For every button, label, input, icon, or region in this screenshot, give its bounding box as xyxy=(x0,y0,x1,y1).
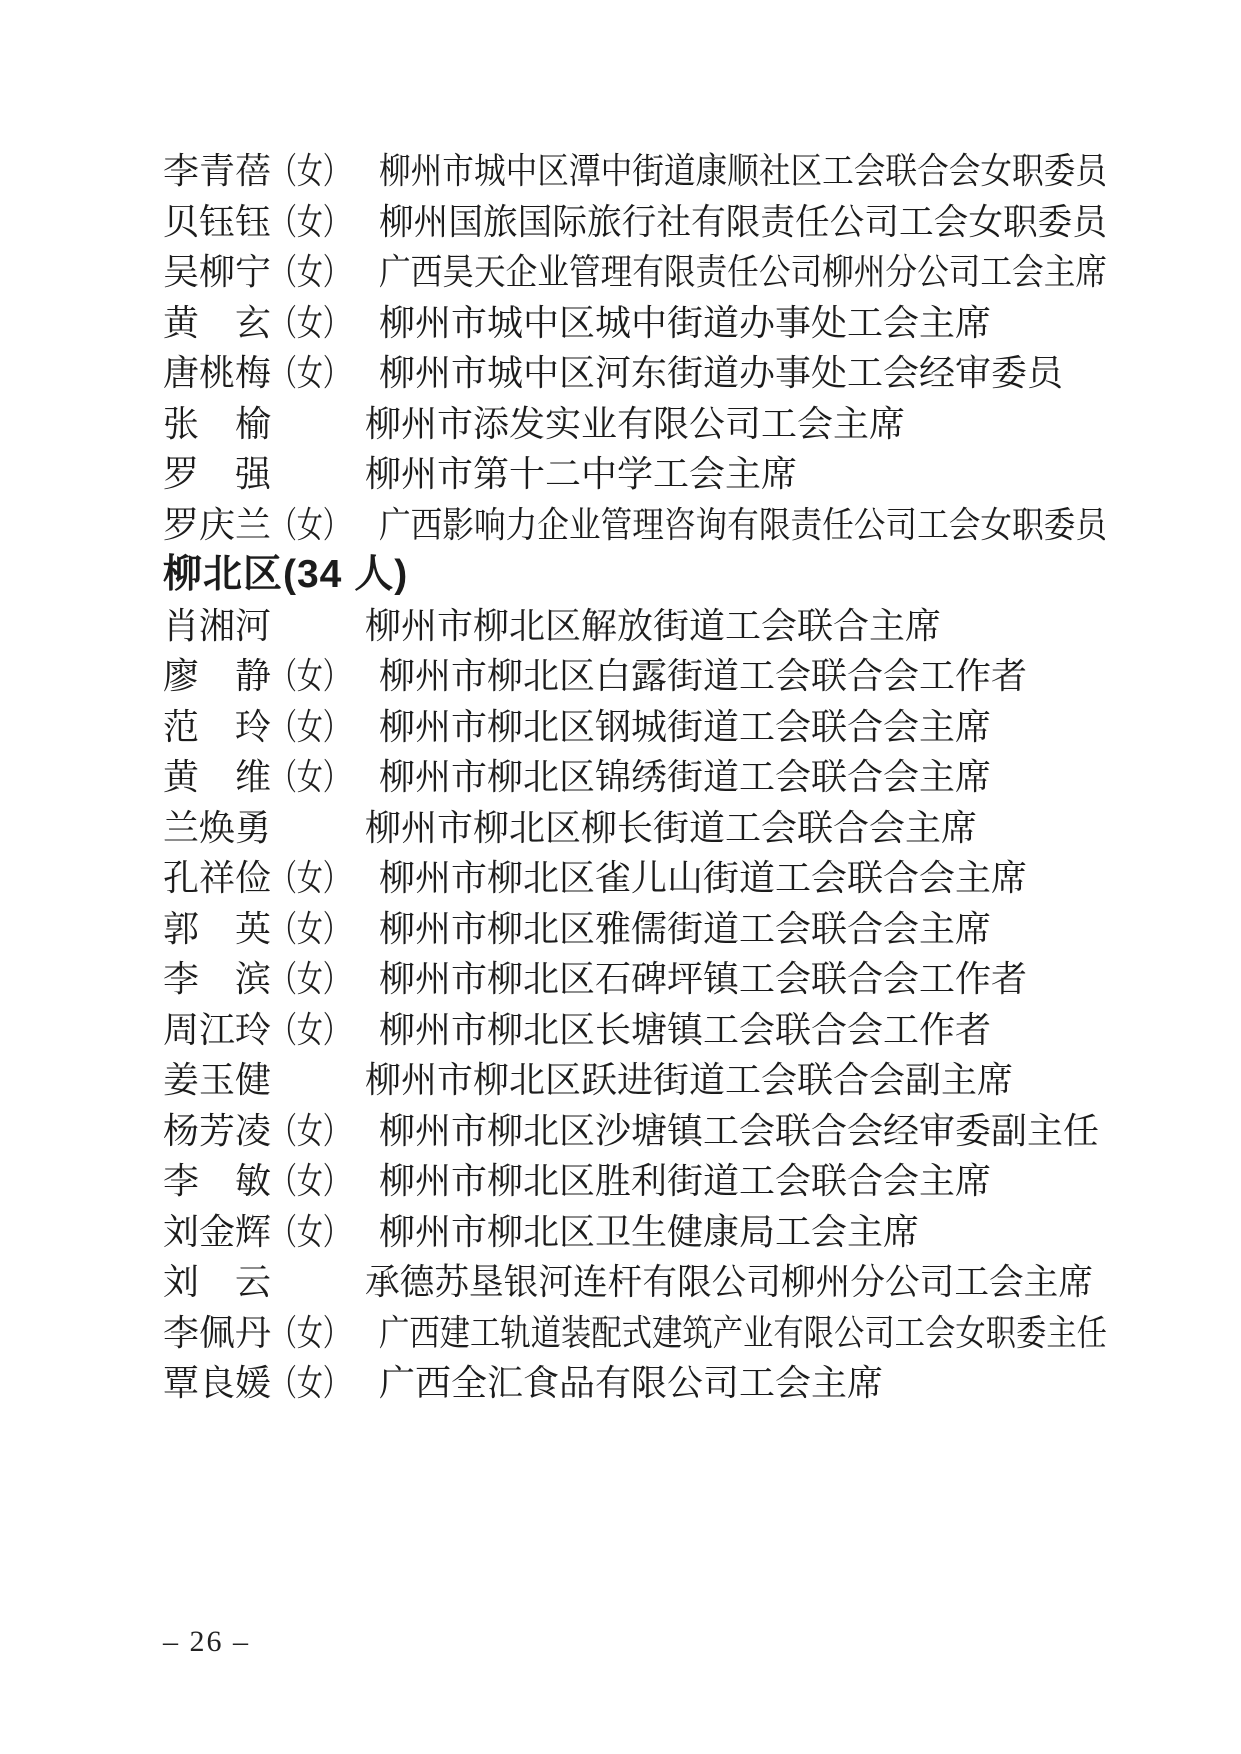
gender-label: （女） xyxy=(271,504,349,545)
position-title: 柳州国旅国际旅行社有限责任公司工会女职委员 xyxy=(379,201,1108,242)
roster-row xyxy=(163,1055,1093,1106)
roster-row xyxy=(163,702,1093,753)
position-title: 柳州市柳北区雀儿山街道工会联合会主席 xyxy=(379,858,1028,898)
position-title: 柳州市柳北区石碑坪镇工会联合会工作者 xyxy=(379,959,1028,999)
gender-cell xyxy=(271,752,379,803)
gender-cell xyxy=(271,1106,379,1157)
position-title: 柳州市城中区潭中街道康顺社区工会联合会女职委员 xyxy=(379,151,1108,191)
person-name: 范 玲 xyxy=(163,706,272,747)
person-name: 覃良媛 xyxy=(163,1363,272,1403)
roster-row xyxy=(163,298,1093,349)
gender-cell xyxy=(271,247,379,298)
roster-row xyxy=(163,247,1108,298)
gender-label: （女） xyxy=(271,302,349,343)
position-title: 柳州市柳北区雅儒街道工会联合会主席 xyxy=(379,908,992,949)
roster-row xyxy=(163,853,1093,904)
position-title: 广西昊天企业管理有限责任公司柳州分公司工会主席 xyxy=(379,252,1108,292)
position-title: 广西建工轨道装配式建筑产业有限公司工会女职委主任 xyxy=(379,1312,1108,1353)
roster-row xyxy=(163,1308,1108,1359)
gender-label: （女） xyxy=(271,908,349,949)
roster-row xyxy=(163,1358,1093,1409)
roster-row xyxy=(163,651,1093,702)
person-name: 黄 维 xyxy=(163,757,272,797)
gender-cell xyxy=(271,348,379,399)
roster-row xyxy=(163,197,1108,248)
position-title: 柳州市柳北区白露街道工会联合会工作者 xyxy=(379,656,1028,696)
roster-row xyxy=(163,348,1093,399)
person-name: 罗 强 xyxy=(163,454,272,494)
position-title: 柳州市柳北区钢城街道工会联合会主席 xyxy=(379,706,992,747)
gender-label: （女） xyxy=(271,706,349,747)
roster-row xyxy=(163,1005,1093,1056)
section-heading-text: 柳北区(34 人) xyxy=(163,553,409,596)
position-title: 柳州市第十二中学工会主席 xyxy=(365,454,798,494)
person-name: 黄 玄 xyxy=(163,302,272,343)
roster-row xyxy=(163,752,1093,803)
gender-label: （女） xyxy=(271,1211,349,1252)
person-name: 兰焕勇 xyxy=(163,807,272,848)
gender-label: （女） xyxy=(271,1009,349,1050)
person-name: 李 滨 xyxy=(163,959,272,999)
position-title: 柳州市柳北区长塘镇工会联合会工作者 xyxy=(379,1009,992,1050)
position-title: 柳州市城中区城中街道办事处工会主席 xyxy=(379,302,992,343)
position-title: 广西影响力企业管理咨询有限责任公司工会女职委员 xyxy=(379,504,1108,545)
gender-cell xyxy=(271,1257,365,1308)
roster-row xyxy=(163,1207,1093,1258)
gender-cell xyxy=(271,1055,365,1106)
gender-label: （女） xyxy=(271,757,349,797)
position-title: 柳州市柳北区卫生健康局工会主席 xyxy=(379,1211,920,1252)
gender-label: （女） xyxy=(271,959,349,999)
person-name: 李 敏 xyxy=(163,1161,272,1201)
position-title: 柳州市柳北区柳长街道工会联合会主席 xyxy=(365,807,978,848)
gender-cell xyxy=(271,1156,379,1207)
gender-cell xyxy=(271,904,379,955)
gender-label: （女） xyxy=(271,201,349,242)
gender-cell xyxy=(271,853,379,904)
position-title: 承德苏垦银河连杆有限公司柳州分公司工会主席 xyxy=(365,1262,1094,1302)
person-name: 廖 静 xyxy=(163,656,272,696)
person-name: 刘金辉 xyxy=(163,1211,272,1252)
gender-cell xyxy=(271,651,379,702)
person-name: 郭 英 xyxy=(163,908,272,949)
roster-row xyxy=(163,1106,1100,1157)
roster-row xyxy=(163,399,1093,450)
gender-label: （女） xyxy=(271,151,349,191)
person-name: 罗庆兰 xyxy=(163,504,272,545)
gender-cell xyxy=(271,146,379,197)
person-name: 孔祥俭 xyxy=(163,858,272,898)
gender-label: （女） xyxy=(271,1110,349,1151)
gender-cell xyxy=(271,1207,379,1258)
gender-label: （女） xyxy=(271,1312,349,1353)
person-name: 贝钰钰 xyxy=(163,201,272,242)
gender-cell xyxy=(271,500,379,551)
roster-row xyxy=(163,601,1093,652)
roster-row xyxy=(163,146,1108,197)
person-name: 杨芳凌 xyxy=(163,1110,272,1151)
position-title: 柳州市城中区河东街道办事处工会经审委员 xyxy=(379,353,1064,393)
position-title: 广西全汇食品有限公司工会主席 xyxy=(379,1363,884,1403)
position-title: 柳州市柳北区胜利街道工会联合会主席 xyxy=(379,1161,992,1201)
gender-cell xyxy=(271,1308,379,1359)
gender-cell xyxy=(271,449,365,500)
section-heading xyxy=(163,550,1093,601)
position-title: 柳州市柳北区锦绣街道工会联合会主席 xyxy=(379,757,992,797)
gender-cell xyxy=(271,702,379,753)
gender-cell xyxy=(271,298,379,349)
position-title: 柳州市柳北区跃进街道工会联合会副主席 xyxy=(365,1060,1014,1100)
roster-row xyxy=(163,449,1093,500)
person-name: 张 榆 xyxy=(163,403,272,444)
roster-row xyxy=(163,1257,1093,1308)
gender-cell xyxy=(271,1005,379,1056)
position-title: 柳州市柳北区沙塘镇工会联合会经审委副主任 xyxy=(379,1110,1100,1151)
roster-row xyxy=(163,500,1108,551)
person-name: 唐桃梅 xyxy=(163,353,272,393)
person-name: 李青蓓 xyxy=(163,151,272,191)
gender-label: （女） xyxy=(271,858,349,898)
page-number: – 26 – xyxy=(163,1625,250,1658)
roster-row xyxy=(163,904,1093,955)
gender-label: （女） xyxy=(271,1363,349,1403)
person-name: 吴柳宁 xyxy=(163,252,272,292)
position-title: 柳州市添发实业有限公司工会主席 xyxy=(365,403,906,444)
gender-cell xyxy=(271,1358,379,1409)
gender-cell xyxy=(271,601,365,652)
gender-label: （女） xyxy=(271,1161,349,1201)
person-name: 周江玲 xyxy=(163,1009,272,1050)
gender-cell xyxy=(271,954,379,1005)
gender-cell xyxy=(271,803,365,854)
roster-row xyxy=(163,803,1093,854)
gender-label: （女） xyxy=(271,656,349,696)
gender-label: （女） xyxy=(271,252,349,292)
person-name: 肖湘河 xyxy=(163,605,272,646)
roster-row xyxy=(163,1156,1093,1207)
person-name: 李佩丹 xyxy=(163,1312,272,1353)
gender-cell xyxy=(271,399,365,450)
roster-list xyxy=(163,146,1108,1409)
person-name: 姜玉健 xyxy=(163,1060,272,1100)
gender-cell xyxy=(271,197,379,248)
roster-row xyxy=(163,954,1093,1005)
gender-label: （女） xyxy=(271,353,349,393)
position-title: 柳州市柳北区解放街道工会联合主席 xyxy=(365,605,942,646)
person-name: 刘 云 xyxy=(163,1262,272,1302)
